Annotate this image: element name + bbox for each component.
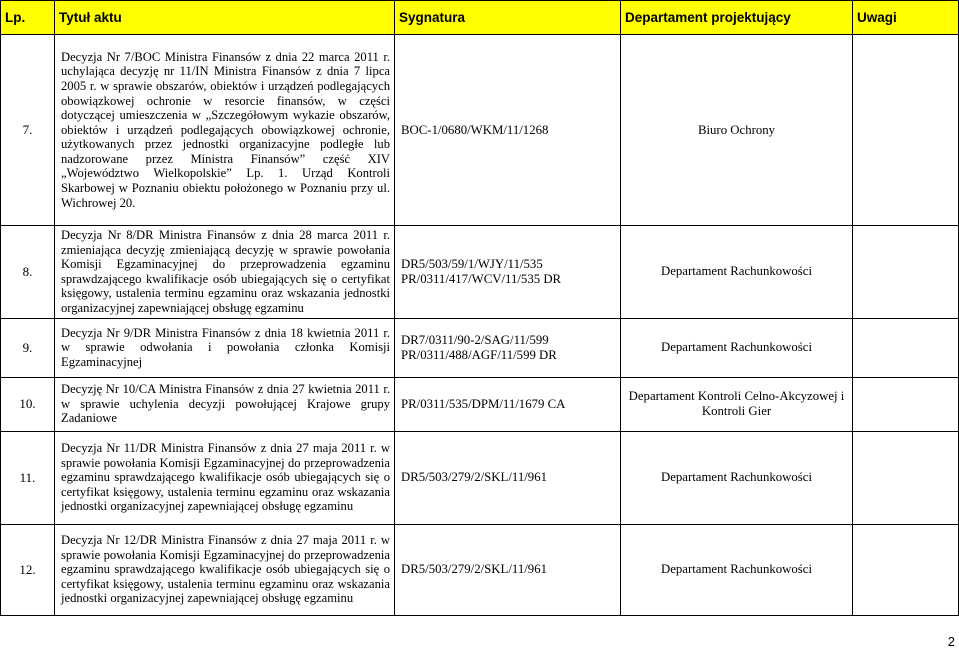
row-signature bbox=[395, 431, 621, 524]
signature-line: DR5/503/59/1/WJY/11/535 bbox=[401, 256, 543, 271]
row-signature bbox=[395, 318, 621, 377]
table-row bbox=[1, 318, 959, 377]
row-remarks bbox=[853, 226, 959, 319]
row-lp: 12. bbox=[1, 524, 55, 615]
page-number: 2 bbox=[947, 634, 955, 649]
row-title: Decyzja Nr 11/DR Ministra Finansów z dnia 27 maja 2011 r. w sprawie powołania Komisji Egzaminacyjnej do przeprowadzenia egzaminu sprawdzającego kwalifikacje osób ubiegających się o certyfikat księgowy, ustalenia terminu egzaminu oraz wskazania jednostki organizacyjnej zapewniającej obsługę egzaminu bbox=[55, 431, 395, 524]
row-remarks bbox=[853, 431, 959, 524]
signature-line: DR7/0311/90-2/SAG/11/599 bbox=[401, 332, 549, 347]
table-row bbox=[1, 377, 959, 431]
row-lp: 7. bbox=[1, 35, 55, 226]
row-department: Biuro Ochrony bbox=[621, 35, 853, 226]
signature-line: PR/0311/417/WCV/11/535 DR bbox=[401, 271, 562, 286]
signature-line: DR5/503/279/2/SKL/11/961 bbox=[401, 470, 547, 485]
row-lp: 8. bbox=[1, 226, 55, 319]
header-department: Departament projektujący bbox=[621, 1, 853, 35]
row-remarks bbox=[853, 524, 959, 615]
row-title: Decyzja Nr 12/DR Ministra Finansów z dnia 27 maja 2011 r. w sprawie powołania Komisji Egzaminacyjnej do przeprowadzenia egzaminu sprawdzającego kwalifikacje osób ubiegających się o certyfikat księgowy, ustalenia terminu egzaminu oraz wskazania jednostki organizacyjnej zapewniającej obsługę egzaminu bbox=[55, 524, 395, 615]
row-signature bbox=[395, 377, 621, 431]
row-title: Decyzja Nr 7/BOC Ministra Finansów z dnia 22 marca 2011 r. uchylająca decyzję nr 11/IN Ministra Finansów z dnia 7 lipca 2005 r. w sprawie obszarów, obiektów i urządzeń podlegających obowiązkowej ochronie w resorcie finansów, w części dotyczącej umieszczenia w „Szczegółowym wykazie obszarów, obiektów i urządzeń podlegających obowiązkowej ochronie, użytkowanych przez jednostki organizacyjne podległe lub nadzorowane przez Ministra Finansów” część XIV „Województwo Wielkopolskie” Lp. 1. Urząd Kontroli Skarbowej w Poznaniu obiektu położonego w Poznaniu przy ul. Wichrowej 20. bbox=[55, 35, 395, 226]
row-lp: 11. bbox=[1, 431, 55, 524]
table-row bbox=[1, 35, 959, 226]
table-row bbox=[1, 226, 959, 319]
row-title: Decyzja Nr 8/DR Ministra Finansów z dnia 28 marca 2011 r. zmieniająca decyzję zmieniającą decyzję w sprawie powołania Komisji Egzaminacyjnej do przeprowadzenia egzaminu sprawdzającego kwalifikacje osób ubiegających się o certyfikat księgowy, ustalenia terminu egzaminu oraz wskazania jednostki organizacyjnej zapewniającej obsługę egzaminu bbox=[55, 226, 395, 319]
signature-line: PR/0311/535/DPM/11/1679 CA bbox=[401, 396, 566, 411]
row-lp: 9. bbox=[1, 318, 55, 377]
row-remarks bbox=[853, 318, 959, 377]
signature-line: PR/0311/488/AGF/11/599 DR bbox=[401, 347, 557, 362]
header-title: Tytuł aktu bbox=[55, 1, 395, 35]
row-department: Departament Rachunkowości bbox=[621, 318, 853, 377]
row-title: Decyzja Nr 9/DR Ministra Finansów z dnia 18 kwietnia 2011 r. w sprawie odwołania i powołania członka Komisji Egzaminacyjnej bbox=[55, 318, 395, 377]
table-row bbox=[1, 524, 959, 615]
row-department: Departament Rachunkowości bbox=[621, 431, 853, 524]
row-lp: 10. bbox=[1, 377, 55, 431]
signature-line: BOC-1/0680/WKM/11/1268 bbox=[401, 122, 549, 137]
header-lp: Lp. bbox=[1, 1, 55, 35]
row-signature bbox=[395, 524, 621, 615]
row-department: Departament Kontroli Celno-Akcyzowej i Kontroli Gier bbox=[621, 377, 853, 431]
signature-line: DR5/503/279/2/SKL/11/961 bbox=[401, 562, 547, 577]
row-signature bbox=[395, 35, 621, 226]
header-remarks: Uwagi bbox=[853, 1, 959, 35]
row-title: Decyzję Nr 10/CA Ministra Finansów z dnia 27 kwietnia 2011 r. w sprawie uchylenia decyzji powołującej Krajowe grupy Zadaniowe bbox=[55, 377, 395, 431]
row-remarks bbox=[853, 35, 959, 226]
row-department: Departament Rachunkowości bbox=[621, 226, 853, 319]
table-row bbox=[1, 431, 959, 524]
row-signature bbox=[395, 226, 621, 319]
row-remarks bbox=[853, 377, 959, 431]
header-signature: Sygnatura bbox=[395, 1, 621, 35]
row-department: Departament Rachunkowości bbox=[621, 524, 853, 615]
table-header bbox=[1, 1, 959, 35]
